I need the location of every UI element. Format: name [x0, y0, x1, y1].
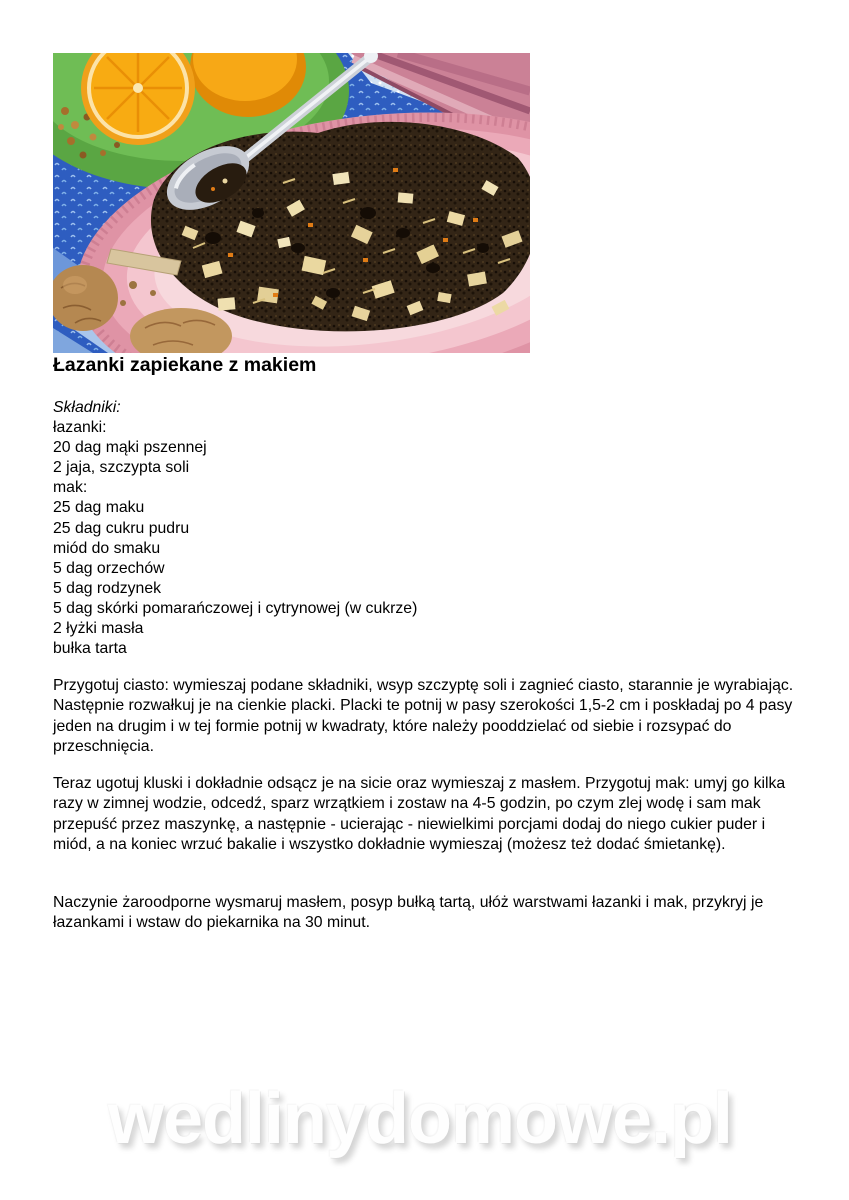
ingredient-line: 25 dag cukru pudru [53, 519, 190, 537]
instructions-paragraph-dough: Przygotuj ciasto: wymieszaj podane składniki, wsyp szczyptę soli i zagnieć ciasto, starannie je wyrabiając. Następnie rozwałkuj je na cienkie placki. Placki te potnij w pasy szerokości 1,5-2 cm i poskładaj po 4 pasy jeden na drugim i w tej formie potnij w kwadraty, które należy pooddzielać od siebie i rozsypać do przeschnięcia. [53, 677, 794, 755]
ingredient-line: 25 dag maku [53, 499, 145, 517]
ingredient-line: 5 dag orzechów [53, 559, 165, 577]
ingredient-line: łazanki: [53, 419, 107, 437]
recipe-photo [53, 53, 530, 353]
ingredient-line: 20 dag mąki pszennej [53, 439, 207, 457]
ingredient-line: 2 łyżki masła [53, 620, 144, 638]
ingredients-section [53, 398, 417, 659]
ingredient-line: 5 dag rodzynek [53, 579, 162, 597]
ingredient-line: 2 jaja, szczypta soli [53, 459, 190, 477]
instructions-paragraph-poppy: Teraz ugotuj kluski i dokładnie odsącz je na sicie oraz wymieszaj z masłem. Przygotuj mak: umyj go kilka razy w zimnej wodzie, odcedź, sparz wrzątkiem i zostaw na 4-5 godzin, po czym zlej wodę i sam mak przepuść przez maszynkę, a następnie - ucierając - niewielkimi porcjami dodaj do niego cukier puder i miód, a na koniec wrzuć bakalie i wszystko dokładnie wymieszaj (możesz też dodać śmietankę). [53, 775, 786, 853]
ingredient-line: miód do smaku [53, 539, 161, 557]
recipe-title: Łazanki zapiekane z makiem [53, 354, 317, 376]
watermark: wedlinydomowe.pl [108, 1079, 733, 1159]
instructions-paragraph-baking: Naczynie żaroodporne wysmaruj masłem, posyp bułką tartą, ułóż warstwami łazanki i mak, przykryj je łazankami i wstaw do piekarnika na 30 minut. [53, 894, 764, 932]
ingredient-line: bułka tarta [53, 640, 127, 658]
ingredients-heading: Składniki: [53, 399, 121, 416]
ingredient-line: mak: [53, 479, 88, 497]
ingredient-line: 5 dag skórki pomarańczowej i cytrynowej (w cukrze) [53, 599, 418, 617]
